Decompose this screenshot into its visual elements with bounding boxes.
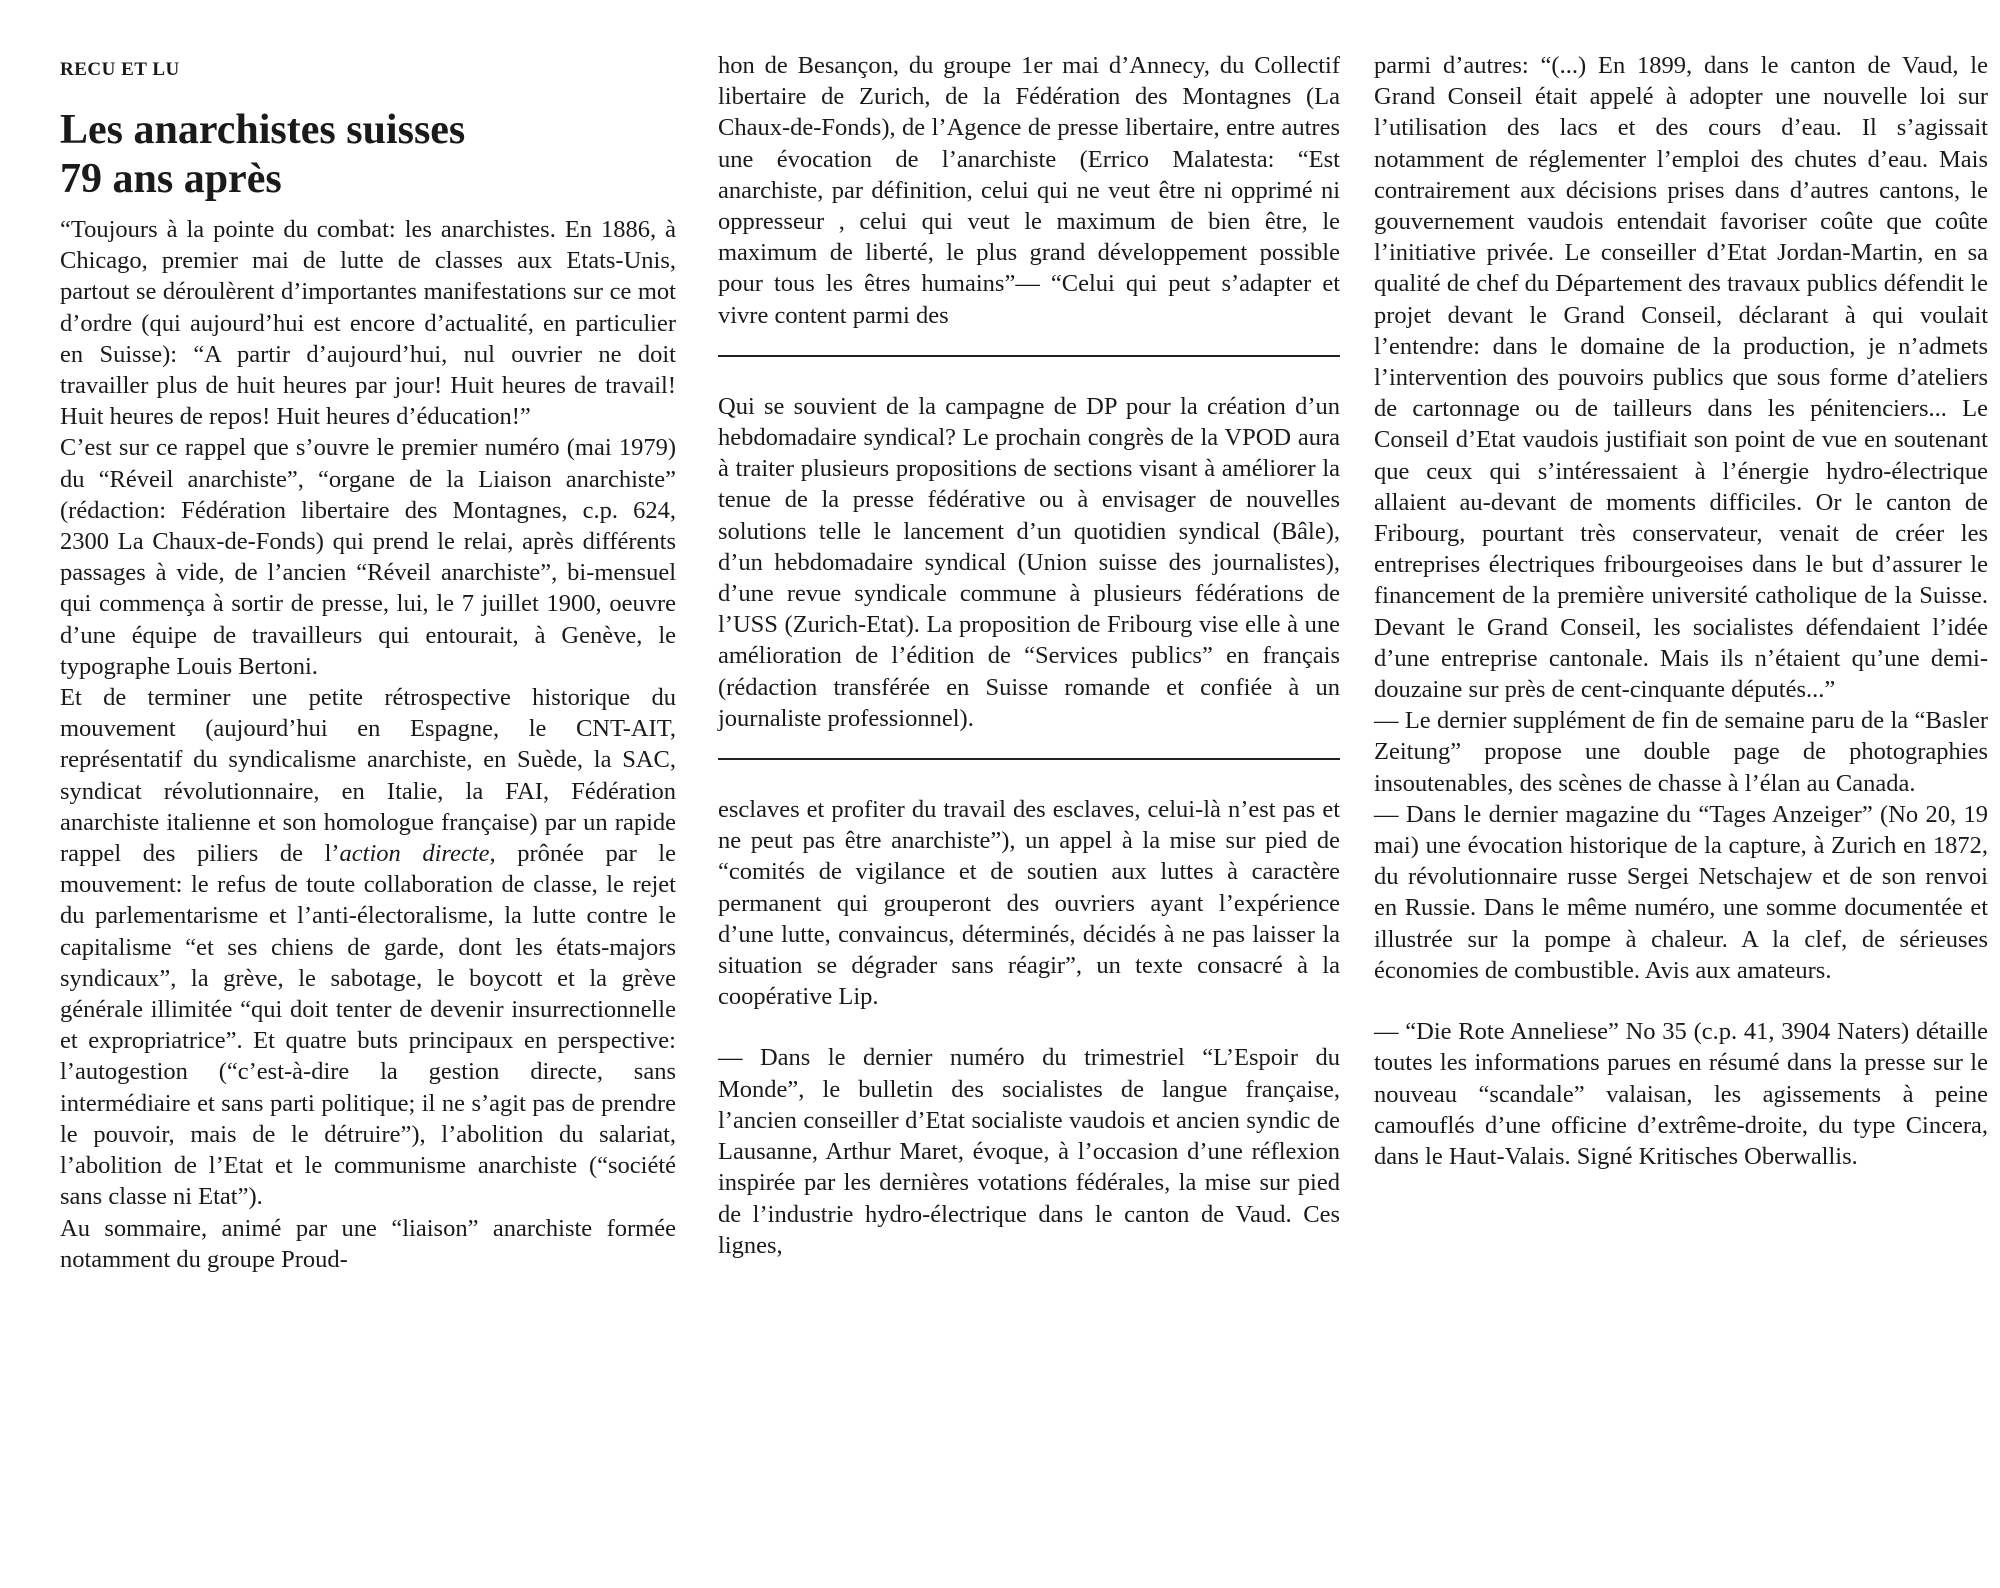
paragraph: Au sommaire, animé par une “liaison” anarchiste formée notamment du groupe Proud-	[60, 1214, 676, 1273]
column-1	[60, 50, 676, 1275]
column-2	[718, 50, 1340, 1261]
paragraph-text: prônée par le mouvement: le refus de toute collaboration de classe, le rejet du parlementarisme et l’anti-électoralisme, la lutte contre le capitalisme “et ses chiens de garde, dont les états-majors syndicaux”, la grève, le sabotage, le boycott et la grève générale illimitée “qui doit tenter de devenir insurrectionnelle et expropriatrice”. Et quatre buts principaux en perspective: l’autogestion (“c’est-à-dire la gestion directe, sans intermédiaire et sans parti politique; il ne s’agit pas de prendre le pouvoir, mais de le détruire”), l’abolition du salariat, l’abolition de l’Etat et le communisme anarchiste (“société sans classe ni Etat”).	[60, 840, 676, 1211]
paragraph-text: Et de terminer une petite rétrospective historique du mouvement (aujourd’hui en Espagne, le CNT-AIT, représentatif du syndicalisme anarchiste, en Suède, la SAC, syndicat révolutionnaire, en Italie, la FAI, Fédération anarchiste italienne et son homologue française) par un rapide rappel des piliers de l’	[60, 684, 676, 868]
spacer	[1374, 986, 1988, 1016]
article-headline	[60, 106, 676, 204]
paragraph: — Le dernier supplément de fin de semaine paru de la “Basler Zeitung” propose une double page de photographies insoutenables, des scènes de chasse à l’élan au Canada.	[1374, 707, 1988, 797]
paragraph: — Dans le dernier numéro du trimestriel “L’Espoir du Monde”, le bulletin des socialistes de langue française, l’ancien conseiller d’Etat socialiste vaudois et ancien syndic de Lausanne, Arthur Maret, évoque, à l’occasion d’une réflexion inspirée par les dernières votations fédérales, la mise sur pied de l’industrie hydro-électrique dans le canton de Vaud. Ces lignes,	[718, 1044, 1340, 1259]
spacer	[718, 357, 1340, 391]
paragraph: hon de Besançon, du groupe 1er mai d’Annecy, du Collectif libertaire de Zurich, de la Fédération des Montagnes (La Chaux-de-Fonds), de l’Agence de presse libertaire, entre autres une évocation de l’anarchiste (Errico Malatesta: “Est anarchiste, par définition, celui qui ne veut être ni opprimé ni oppresseur , celui qui veut le maximum de bien être, le maximum de liberté, le plus grand développement possible pour tous les êtres humains”— “Celui qui peut s’adapter et vivre content parmi des	[718, 52, 1340, 329]
headline-line-2: 79 ans après	[60, 156, 282, 202]
paragraph: esclaves et profiter du travail des esclaves, celui-là n’est pas et ne peut pas être anarchiste”), un appel à la mise sur pied de “comités de vigilance et de soutien aux luttes à caractère permanent qui grouperont des ouvriers ayant l’expérience d’une lutte, convaincus, déterminés, décidés à ne pas laisser la situation se dégrader sans réagir”, un texte consacré à la coopérative Lip.	[718, 796, 1340, 1011]
paragraph: — “Die Rote Anneliese” No 35 (c.p. 41, 3904 Naters) détaille toutes les informations parues en résumé dans la presse sur le nouveau “scandale” valaisan, les agissements à peine camouflés d’une officine d’extrême-droite, du type Cincera, dans le Haut-Valais. Signé Kritisches Oberwallis.	[1374, 1018, 1988, 1170]
spacer	[718, 1012, 1340, 1042]
headline-line-1: Les anarchistes suisses	[60, 107, 466, 153]
column-3	[1374, 50, 1988, 1172]
spacer	[718, 760, 1340, 794]
paragraph	[60, 682, 676, 1212]
paragraph: Qui se souvient de la campagne de DP pour la création d’un hebdomadaire syndical? Le prochain congrès de la VPOD aura à traiter plusieurs propositions de sections visant à améliorer la tenue de la presse fédérative ou à envisager de nouvelles solutions telle le lancement d’un quotidien syndical (Bâle), d’un hebdomadaire syndical (Union suisse des journalistes), d’une revue syndicale commune à plusieurs fédérations de l’USS (Zurich-Etat). La proposition de Fribourg vise elle à une amélioration de l’édition de “Services publics” en français (rédaction transférée en Suisse romande et confiée à un journaliste professionnel).	[718, 392, 1340, 732]
section-kicker: RECU ET LU	[60, 59, 180, 80]
paragraph: — Dans le dernier magazine du “Tages Anzeiger” (No 20, 19 mai) une évocation historique de la capture, à Zurich en 1872, du révolutionnaire russe Sergei Netschajew et de son renvoi en Russie. Dans le même numéro, une somme documentée et illustrée sur la pompe à chaleur. A la clef, de sérieuses économies de combustible. Avis aux amateurs.	[1374, 800, 1988, 984]
paragraph: “Toujours à la pointe du combat: les anarchistes. En 1886, à Chicago, premier mai de lutte de classes aux Etats-Unis, partout se déroulèrent d’importantes manifestations sur ce mot d’ordre (qui aujourd’hui est encore d’actualité, en particulier en Suisse): “A partir d’aujourd’hui, nul ouvrier ne doit travailler plus de huit heures par jour! Huit heures de travail! Huit heures de repos! Huit heures d’éducation!”	[60, 216, 676, 431]
paragraph: C’est sur ce rappel que s’ouvre le premier numéro (mai 1979) du “Réveil anarchiste”, “organe de la Liaison anarchiste” (rédaction: Fédération libertaire des Montagnes, c.p. 624, 2300 La Chaux-de-Fonds) qui prend le relai, après différents passages à vide, de l’ancien “Réveil anarchiste”, bi-mensuel qui commença à sortir de presse, lui, le 7 juillet 1900, oeuvre d’une équipe de travailleurs qui entourait, à Genève, le typographe Louis Bertoni.	[60, 434, 676, 680]
paragraph: parmi d’autres: “(...) En 1899, dans le canton de Vaud, le Grand Conseil était appelé à adopter une nouvelle loi sur l’utilisation des lacs et des cours d’eau. Il s’agissait notamment de réglementer l’emploi des chutes d’eau. Mais contrairement aux décisions prises dans d’autres cantons, le gouvernement vaudois entendait favoriser coûte que coûte l’initiative privée. Le conseiller d’Etat Jordan-Martin, en sa qualité de chef du Département des travaux publics défendit le projet devant le Grand Conseil, déclarant à qui voulait l’entendre: dans le domaine de la production, je n’admets l’intervention des pouvoirs publics que sous forme d’ateliers de cartonnage ou de tailleurs dans les pénitenciers... Le Conseil d’Etat vaudois justifiait son point de vue en soutenant que ceux qui s’intéressaient à l’énergie hydro-électrique allaient au-devant de moments difficiles. Or le canton de Fribourg, pourtant très conservateur, venait de créer les entreprises électriques fribourgeoises dans le but d’assurer le financement de la première université catholique de la Suisse. Devant le Grand Conseil, les socialistes défendaient l’idée d’une entreprise cantonale. Mais ils n’étaient qu’une demi-douzaine sur près de cent-cinquante députés...”	[1374, 52, 1988, 704]
italic-phrase: action directe,	[339, 840, 496, 868]
